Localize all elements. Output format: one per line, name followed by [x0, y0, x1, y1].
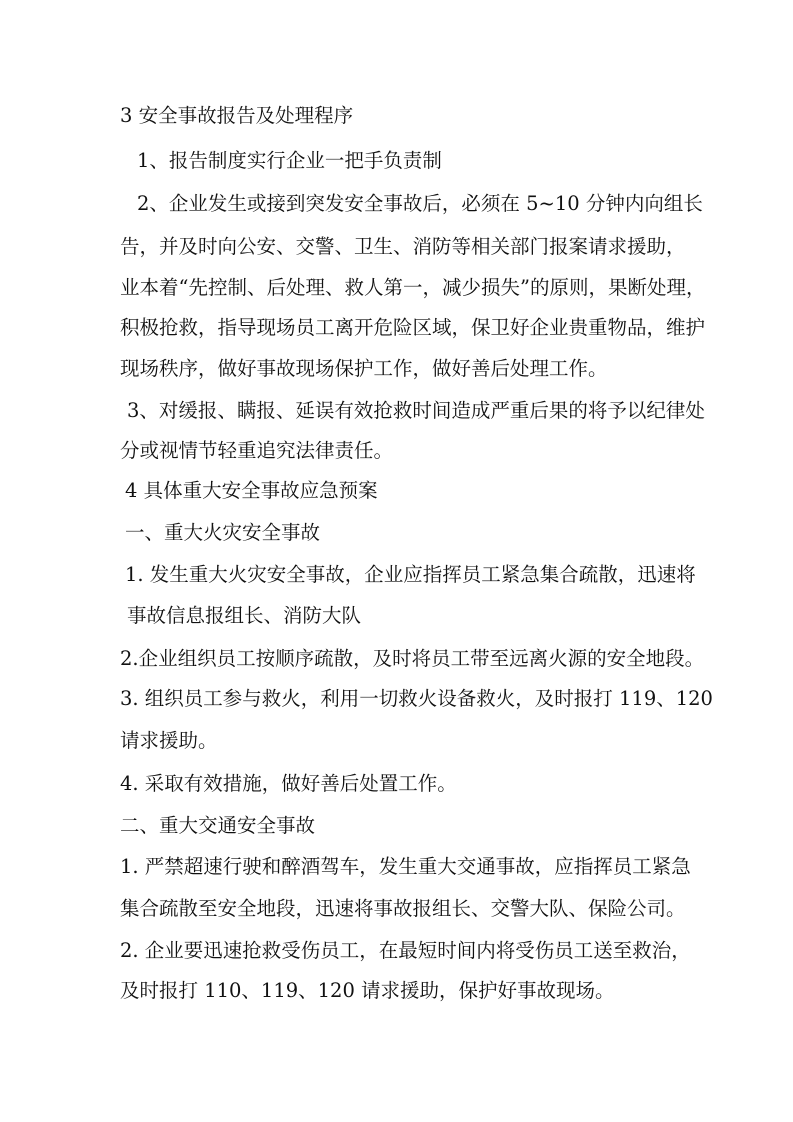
paragraph-line: 告，并及时向公安、交警、卫生、消防等相关部门报案请求援助， — [120, 235, 686, 258]
paragraph-line: 积极抢救，指导现场员工离开危险区域，保卫好企业贵重物品，维护 — [120, 316, 706, 339]
paragraph-line: 3、对缓报、瞒报、延误有效抢救时间造成严重后果的将予以纪律处 — [127, 399, 705, 422]
section-heading-3: 3 安全事故报告及处理程序 — [120, 104, 354, 127]
paragraph-line: 2. 企业要迅速抢救受伤员工，在最短时间内将受伤员工送至救治， — [120, 939, 691, 962]
subsection-heading-traffic: 二、重大交通安全事故 — [120, 814, 316, 837]
paragraph-line: 3. 组织员工参与救火，利用一切救火设备救火，及时报打 119、120 — [120, 687, 713, 710]
subsection-heading-fire: 一、重大火灾安全事故 — [125, 521, 321, 544]
paragraph-line: 集合疏散至安全地段，迅速将事故报组长、交警大队、保险公司。 — [120, 897, 686, 920]
paragraph-line: 及时报打 110、119、120 请求援助，保护好事故现场。 — [120, 979, 615, 1002]
paragraph-line: 1. 发生重大火灾安全事故，企业应指挥员工紧急集合疏散，迅速将 — [125, 563, 696, 586]
paragraph-line: 2、企业发生或接到突发安全事故后，必须在 5~10 分钟内向组长 — [137, 192, 703, 215]
paragraph-line: 2.企业组织员工按顺序疏散，及时将员工带至远离火源的安全地段。 — [120, 647, 705, 670]
paragraph-line: 1、报告制度实行企业一把手负责制 — [137, 149, 442, 172]
paragraph-line: 现场秩序，做好事故现场保护工作，做好善后处理工作。 — [120, 357, 608, 380]
section-heading-4: 4 具体重大安全事故应急预案 — [125, 479, 378, 502]
paragraph-line: 事故信息报组长、消防大队 — [127, 604, 362, 627]
paragraph-line: 1. 严禁超速行驶和醉酒驾车，发生重大交通事故，应指挥员工紧急 — [120, 855, 691, 878]
paragraph-line: 业本着“先控制、后处理、救人第一，减少损失”的原则，果断处理， — [120, 276, 706, 299]
paragraph-line: 分或视情节轻重追究法律责任。 — [120, 439, 394, 462]
paragraph-line: 4. 采取有效措施，做好善后处置工作。 — [120, 772, 457, 795]
paragraph-line: 请求援助。 — [120, 729, 218, 752]
